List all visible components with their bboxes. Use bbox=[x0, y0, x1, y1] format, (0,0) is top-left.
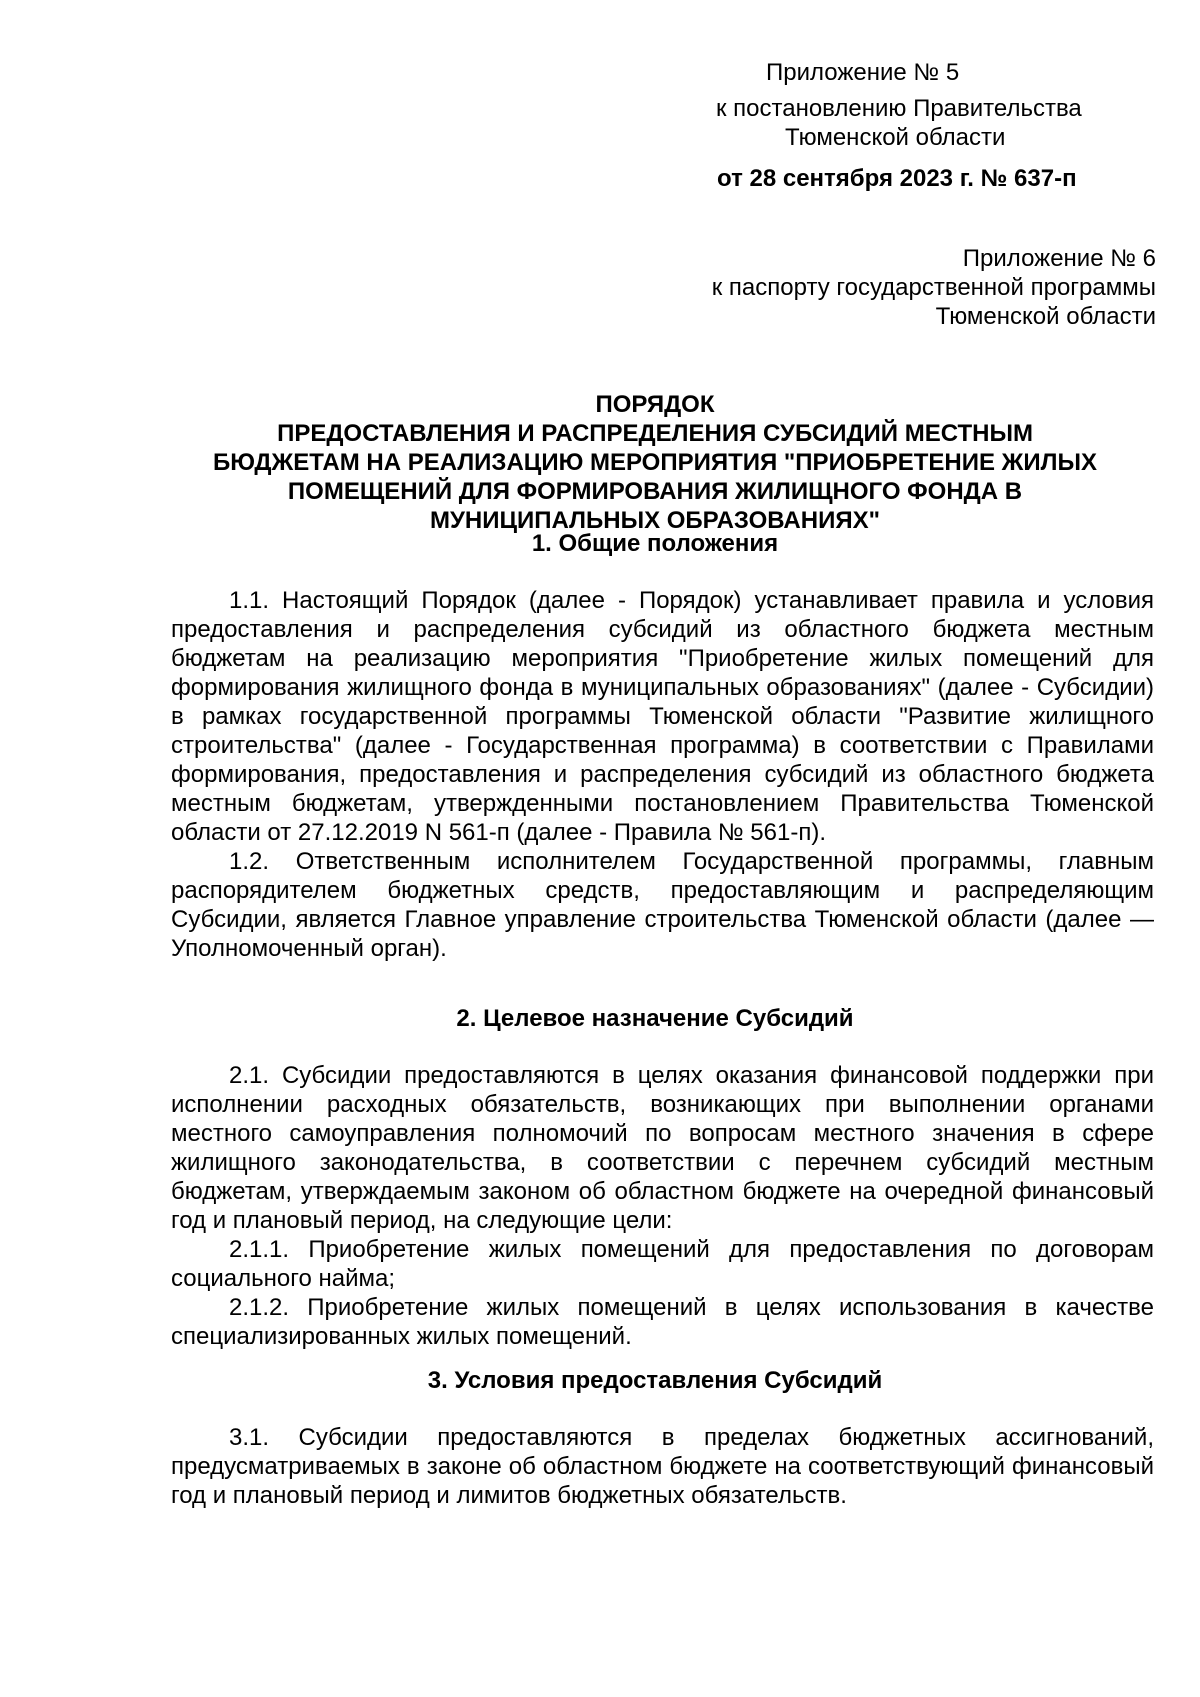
paragraph-2-1-1: 2.1.1. Приобретение жилых помещений для предоставления по договорам социального найма; bbox=[171, 1236, 1154, 1292]
title-line-3: БЮДЖЕТАМ НА РЕАЛИЗАЦИЮ МЕРОПРИЯТИЯ "ПРИОБРЕТЕНИЕ ЖИЛЫХ bbox=[213, 449, 1097, 476]
section-1-body bbox=[171, 586, 1154, 963]
title-line-2: ПРЕДОСТАВЛЕНИЯ И РАСПРЕДЕЛЕНИЯ СУБСИДИЙ МЕСТНЫМ bbox=[277, 420, 1033, 447]
appendix-5-block bbox=[650, 58, 1150, 193]
section-1-heading: 1. Общие положения bbox=[531, 530, 779, 557]
appendix-5-region: Тюменской области bbox=[785, 124, 1006, 151]
section-3-heading: 3. Условия предоставления Субсидий bbox=[427, 1367, 883, 1394]
appendix-5-number: Приложение № 5 bbox=[766, 59, 960, 86]
paragraph-3-1: 3.1. Субсидии предоставляются в пределах бюджетных ассигнований, предусматриваемых в законе об областном бюджете на соответствующий финансовый год и плановый период и лимитов бюджетных обязательств. bbox=[171, 1424, 1154, 1509]
document-title bbox=[130, 390, 1180, 535]
paragraph-2-1-2: 2.1.2. Приобретение жилых помещений в целях использования в качестве специализированных жилых помещений. bbox=[171, 1294, 1154, 1350]
title-line-4: ПОМЕЩЕНИЙ ДЛЯ ФОРМИРОВАНИЯ ЖИЛИЩНОГО ФОНДА В bbox=[287, 478, 1023, 505]
title-line-5: МУНИЦИПАЛЬНЫХ ОБРАЗОВАНИЯХ" bbox=[430, 507, 880, 534]
section-2-heading: 2. Целевое назначение Субсидий bbox=[456, 1005, 854, 1032]
paragraph-1-1: 1.1. Настоящий Порядок (далее - Порядок) устанавливает правила и условия предоставления и распределения субсидий из областного бюджета местным бюджетам на реализацию мероприятия "Приобретение жилых помещений для формирования жилищного фонда в муниципальных образованиях" (далее - Субсидии) в рамках государственной программы Тюменской области "Развитие жилищного строительства" (далее - Государственная программа) в соответствии с Правилами формирования, предоставления и распределения субсидий из областного бюджета местным бюджетам, утвержденными постановлением Правительства Тюменской области от 27.12.2019 N 561-п (далее - Правила № 561-п). bbox=[171, 587, 1154, 846]
paragraph-1-2: 1.2. Ответственным исполнителем Государственной программы, главным распорядителем бюджетных средств, предоставляющим и распределяющим Субсидии, является Главное управление строительства Тюменской области (далее — Уполномоченный орган). bbox=[171, 848, 1154, 962]
appendix-5-date: от 28 сентября 2023 г. № 637-п bbox=[717, 165, 1077, 192]
section-2-body bbox=[171, 1061, 1154, 1351]
section-3-body bbox=[171, 1423, 1154, 1510]
appendix-6-ref: к паспорту государственной программы bbox=[711, 274, 1156, 301]
paragraph-2-1: 2.1. Субсидии предоставляются в целях оказания финансовой поддержки при исполнении расходных обязательств, возникающих при выполнении органами местного самоуправления полномочий по вопросам местного значения в сфере жилищного законодательства, в соответствии с перечнем субсидий местным бюджетам, утверждаемым законом об областном бюджете на очередной финансовый год и плановый период, на следующие цели: bbox=[171, 1062, 1154, 1234]
appendix-6-block bbox=[596, 244, 1156, 331]
appendix-6-region: Тюменской области bbox=[935, 303, 1156, 330]
appendix-5-ref: к постановлению Правительства bbox=[716, 95, 1082, 122]
title-line-1: ПОРЯДОК bbox=[595, 391, 715, 418]
appendix-6-number: Приложение № 6 bbox=[962, 245, 1156, 272]
